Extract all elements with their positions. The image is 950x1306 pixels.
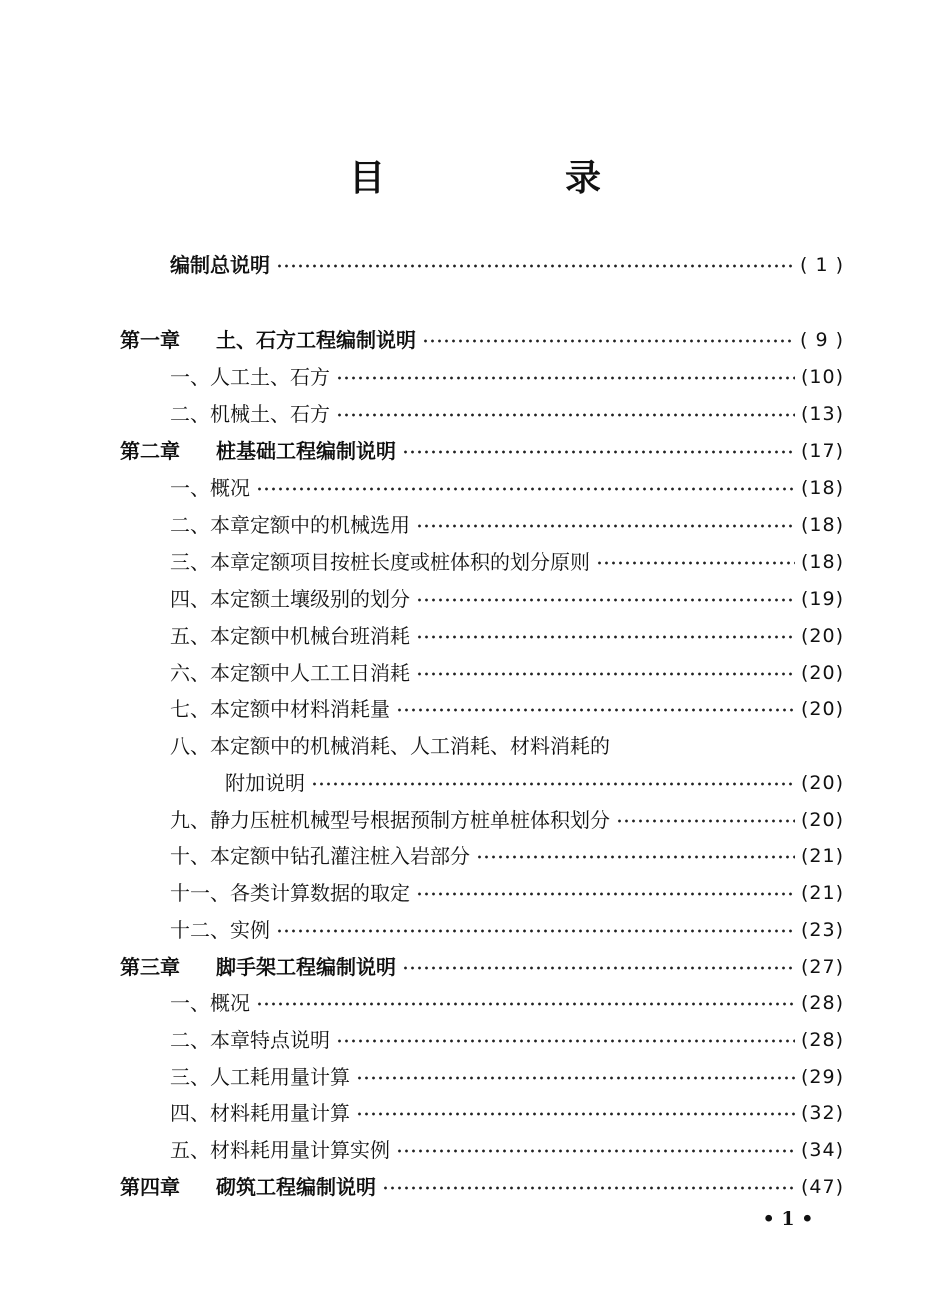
toc-page-number: (18): [800, 514, 844, 536]
dot-leader: [356, 1109, 795, 1119]
toc-entry[interactable]: [170, 1135, 844, 1165]
dot-leader: [416, 669, 795, 679]
dot-leader: [416, 889, 795, 899]
toc-page-number: (27): [800, 956, 844, 978]
toc-chapter-title: 桩基础工程编制说明: [216, 439, 396, 463]
toc-page-number: (29): [800, 1066, 844, 1088]
toc-page-number: (21): [800, 882, 844, 904]
toc-page-number: (28): [800, 1029, 844, 1051]
dot-leader: [402, 963, 795, 973]
toc-entry-label: 八、本定额中的机械消耗、人工消耗、材料消耗的: [170, 734, 610, 758]
toc-entry[interactable]: [120, 952, 844, 982]
toc-entry[interactable]: [170, 841, 844, 871]
toc-page-number: (20): [800, 662, 844, 684]
dot-leader: [422, 336, 794, 346]
toc-entry[interactable]: [120, 436, 844, 466]
toc-entry-label: 五、本定额中机械台班消耗: [170, 624, 410, 648]
toc-entry-label: 三、人工耗用量计算: [170, 1065, 350, 1089]
dot-leader: [336, 373, 795, 383]
toc-entry[interactable]: [170, 1098, 844, 1128]
toc-entry[interactable]: [170, 250, 844, 280]
toc-entry-label: 一、人工土、石方: [170, 365, 330, 389]
toc-chapter-title: 土、石方工程编制说明: [216, 328, 416, 352]
toc-page-number: (32): [800, 1102, 844, 1124]
toc-entry-label: 一、概况: [170, 991, 250, 1015]
toc-page-number: (18): [800, 477, 844, 499]
toc-entry[interactable]: [225, 768, 844, 798]
toc-entry-label: 二、本章特点说明: [170, 1028, 330, 1052]
toc-page-number: (28): [800, 992, 844, 1014]
toc-page-number: (21): [800, 845, 844, 867]
toc-entry-label: 四、本定额土壤级别的划分: [170, 587, 410, 611]
toc-entry[interactable]: [170, 1062, 844, 1092]
toc-chapter-title: 脚手架工程编制说明: [216, 955, 396, 979]
toc-page-number: ( 1 ): [800, 254, 844, 276]
dot-leader: [382, 1183, 795, 1193]
toc-entry[interactable]: [170, 805, 844, 835]
toc-entry-label: 九、静力压桩机械型号根据预制方桩单桩体积划分: [170, 808, 610, 832]
toc-entry-label: 二、本章定额中的机械选用: [170, 513, 410, 537]
toc-entry[interactable]: [170, 584, 844, 614]
toc-entry-label: 附加说明: [225, 771, 305, 795]
toc-chapter-title: 砌筑工程编制说明: [216, 1175, 376, 1199]
toc-entry-label: 七、本定额中材料消耗量: [170, 697, 390, 721]
toc-entry[interactable]: [170, 1025, 844, 1055]
toc-entry[interactable]: [170, 694, 844, 724]
dot-leader: [311, 779, 795, 789]
dot-leader: [276, 926, 795, 936]
toc-entry-label: 三、本章定额项目按桩长度或桩体积的划分原则: [170, 550, 590, 574]
dot-leader: [402, 447, 795, 457]
dot-leader: [416, 632, 795, 642]
toc-page-number: (23): [800, 919, 844, 941]
toc-page-number: (20): [800, 809, 844, 831]
toc-entry-label: 编制总说明: [170, 253, 270, 277]
toc-entry-label: 十一、各类计算数据的取定: [170, 881, 410, 905]
dot-leader: [616, 816, 795, 826]
dot-leader: [336, 1036, 795, 1046]
dot-leader: [336, 410, 795, 420]
page-number: • 1 •: [762, 1208, 814, 1230]
toc-page-number: (34): [800, 1139, 844, 1161]
toc-entry-label: 第四章: [120, 1175, 180, 1199]
toc-entry[interactable]: [170, 621, 844, 651]
toc-entry-label: 六、本定额中人工工日消耗: [170, 661, 410, 685]
dot-leader: [596, 558, 795, 568]
dot-leader: [416, 521, 795, 531]
toc-page-number: (20): [800, 625, 844, 647]
toc-entry[interactable]: [120, 325, 844, 355]
toc-entry[interactable]: [170, 915, 844, 945]
toc-entry[interactable]: [120, 1172, 844, 1202]
toc-entry[interactable]: [170, 362, 844, 392]
toc-entry[interactable]: [170, 473, 844, 503]
toc-entry[interactable]: [170, 658, 844, 688]
toc-entry-label: 二、机械土、石方: [170, 402, 330, 426]
toc-page-number: (19): [800, 588, 844, 610]
dot-leader: [356, 1073, 795, 1083]
toc-page-number: (17): [800, 440, 844, 462]
toc-page-number: (10): [800, 366, 844, 388]
toc-entry[interactable]: [170, 878, 844, 908]
dot-leader: [396, 1146, 795, 1156]
toc-page-number: ( 9 ): [800, 329, 844, 351]
toc-entry-label: 第一章: [120, 328, 180, 352]
toc-entry-label: 十二、实例: [170, 918, 270, 942]
dot-leader: [256, 999, 795, 1009]
page-title: 目 录: [348, 157, 673, 199]
toc-entry-label: 第三章: [120, 955, 180, 979]
toc-entry-label: 四、材料耗用量计算: [170, 1101, 350, 1125]
dot-leader: [276, 261, 794, 271]
toc-page-number: (13): [800, 403, 844, 425]
toc-entry[interactable]: [170, 510, 844, 540]
dot-leader: [476, 852, 795, 862]
dot-leader: [256, 484, 795, 494]
toc-entry-label: 一、概况: [170, 476, 250, 500]
toc-entry-label: 第二章: [120, 439, 180, 463]
toc-page-number: (47): [800, 1176, 844, 1198]
dot-leader: [416, 595, 795, 605]
toc-entry[interactable]: [170, 731, 844, 761]
toc-page-number: (20): [800, 772, 844, 794]
toc-entry[interactable]: [170, 547, 844, 577]
toc-entry[interactable]: [170, 988, 844, 1018]
dot-leader: [396, 705, 795, 715]
toc-page-number: (18): [800, 551, 844, 573]
toc-entry[interactable]: [170, 399, 844, 429]
toc-page-number: (20): [800, 698, 844, 720]
toc-entry-label: 十、本定额中钻孔灌注桩入岩部分: [170, 844, 470, 868]
toc-entry-label: 五、材料耗用量计算实例: [170, 1138, 390, 1162]
